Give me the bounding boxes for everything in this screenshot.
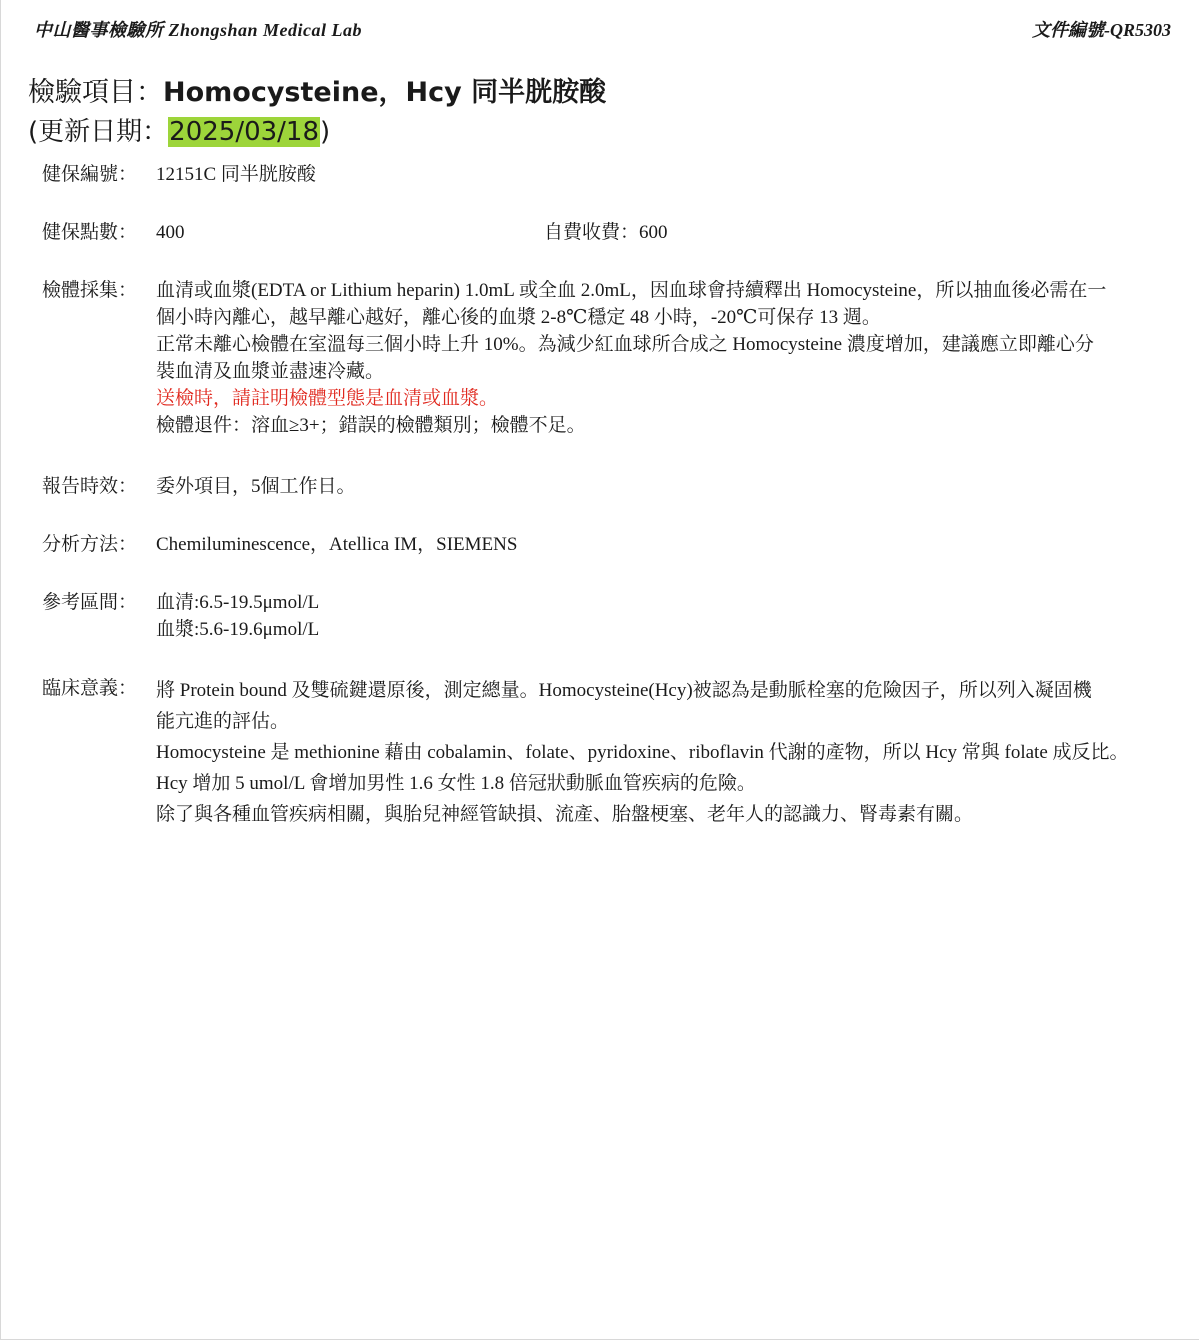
update-date-suffix: ) [320, 117, 331, 147]
self-pay-label: 自費收費： [544, 222, 640, 243]
title-prefix: 檢驗項目： [28, 77, 163, 108]
nhi-points-label: 健保點數： [42, 222, 138, 243]
method-row [42, 531, 1188, 558]
test-item-name: Homocysteine，Hcy 同半胱胺酸 [163, 77, 607, 108]
clinical-line: 將 Protein bound 及雙硫鍵還原後，測定總量。Homocysteine(Hcy)被認為是動脈栓塞的危險因子，所以列入凝固機 [156, 680, 1092, 701]
nhi-points-value: 400 [156, 222, 185, 243]
specimen-text [156, 277, 1188, 439]
update-date: 2025/03/18 [169, 117, 320, 147]
reference-values [156, 589, 1188, 643]
nhi-code-value: 12151C 同半胱胺酸 [156, 164, 316, 185]
specimen-line: 正常未離心檢體在室溫每三個小時上升 10%。為減少紅血球所合成之 Homocysteine 濃度增加，建議應立即離心分 [156, 334, 1094, 355]
specimen-warning: 送檢時，請註明檢體型態是血清或血漿。 [156, 388, 499, 409]
reference-plasma: 血漿:5.6-19.6μmol/L [156, 619, 320, 640]
specimen-row [42, 277, 1188, 439]
clinical-line: Hcy 增加 5 umol/L 會增加男性 1.6 女性 1.8 倍冠狀動脈血管疾病的危險。 [156, 773, 756, 794]
lab-name: 中山醫事檢驗所 Zhongshan Medical Lab [34, 20, 363, 40]
clinical-row [42, 675, 1188, 830]
update-date-line [28, 111, 330, 148]
self-pay-value: 600 [639, 222, 668, 243]
page-title [28, 70, 606, 109]
reference-label: 參考區間： [42, 592, 138, 613]
reference-serum: 血清:6.5-19.5μmol/L [156, 592, 320, 613]
specimen-label: 檢體採集： [42, 280, 138, 301]
clinical-label: 臨床意義： [42, 678, 138, 699]
specimen-line: 裝血清及血漿並盡速冷藏。 [156, 361, 385, 382]
reference-row [42, 589, 1188, 643]
self-pay-row [544, 219, 668, 246]
clinical-text [156, 675, 1188, 830]
report-time-value: 委外項目，5個工作日。 [156, 476, 356, 497]
report-time-label: 報告時效： [42, 476, 138, 497]
specimen-line: 血清或血漿(EDTA or Lithium heparin) 1.0mL 或全血 2.0mL，因血球會持續釋出 Homocysteine，所以抽血後必需在一 [156, 280, 1107, 301]
specimen-line: 個小時內離心，越早離心越好，離心後的血漿 2-8℃穩定 48 小時，-20℃可保存 13 週。 [156, 307, 881, 328]
nhi-code-row [42, 161, 1188, 188]
report-time-row [42, 473, 1188, 500]
clinical-line: 能亢進的評估。 [156, 711, 290, 732]
specimen-rejection: 檢體退件：溶血≥3+；錯誤的檢體類別；檢體不足。 [156, 415, 586, 436]
update-date-prefix: (更新日期： [28, 117, 169, 147]
clinical-line: Homocysteine 是 methionine 藉由 cobalamin、folate、pyridoxine、riboflavin 代謝的產物，所以 Hcy 常與 folate 成反比。 [156, 742, 1129, 763]
method-value: Chemiluminescence，Atellica IM，SIEMENS [156, 534, 518, 555]
nhi-code-label: 健保編號： [42, 164, 138, 185]
method-label: 分析方法： [42, 534, 138, 555]
document-number: 文件編號-QR5303 [1032, 20, 1171, 40]
clinical-line: 除了與各種血管疾病相關，與胎兒神經管缺損、流產、胎盤梗塞、老年人的認識力、腎毒素有關。 [156, 804, 974, 825]
